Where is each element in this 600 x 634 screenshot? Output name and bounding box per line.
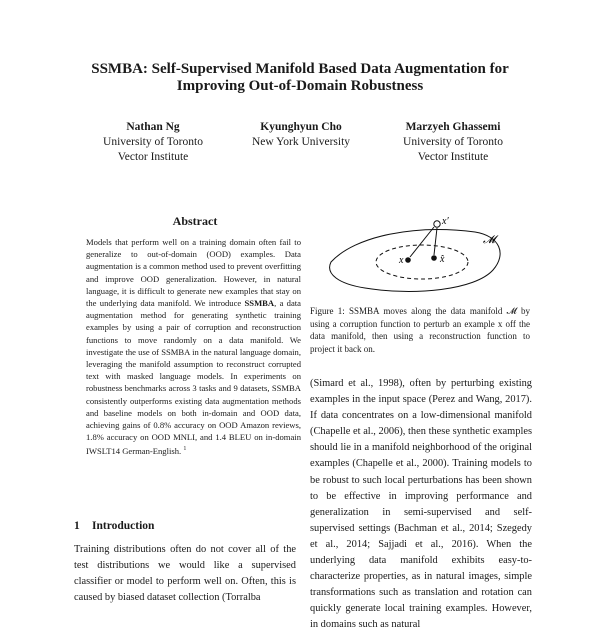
label-manifold: 𝓜 — [483, 234, 496, 246]
section-number: 1 — [74, 520, 80, 532]
method-name: SSMBA — [244, 298, 275, 309]
author-name: Kyunghyun Cho — [260, 121, 342, 133]
author-affiliation: University of Toronto — [103, 136, 203, 148]
manifold-surface — [330, 230, 500, 292]
point-x — [405, 257, 411, 263]
label-xprime: x′ — [442, 216, 449, 227]
abstract-heading: Abstract — [172, 214, 218, 228]
author-affiliation: Vector Institute — [417, 151, 489, 163]
label-x: x — [399, 255, 404, 266]
paper-title: SSMBA: Self-Supervised Manifold Based Data Augmentation for Improving Out-of-Domain Robustness — [91, 61, 509, 94]
author-block — [368, 120, 538, 165]
label-xhat: x̂ — [440, 254, 445, 265]
abstract-body — [86, 236, 301, 458]
abstract-text: , a data augmentation method for generating synthetic training examples by using a pair of corruption and reconstruction functions to move randomly on a data manifold. We investigate the use of SSMBA in the natural language domain, leveraging the manifold assumption to reconstruct corrupted text with masked language models. In experiments on robustness benchmarks across 3 tasks and 9 datasets, SSMBA consistently outperforms existing data augmentation methods and baseline models on both in-domain and OOD data, achieving gains of 0.8% accuracy on OOD Amazon reviews, 1.8% accuracy on OOD MNLI, and 1.4 BLEU on in-domain IWSLT14 German-English. — [86, 298, 301, 457]
section-heading — [74, 520, 154, 532]
corruption-arrow — [410, 227, 434, 257]
point-xprime — [434, 221, 440, 227]
point-xhat — [431, 255, 437, 261]
author-block — [216, 120, 386, 150]
body-text-right-column: (Simard et al., 1998), often by perturbing existing examples in the input space (Perez and Wang, 2017). If data concentrates on a low-dimensional manifold (Chapelle et al., 2006), then these synthetic examples should lie in a manifold neighborhood of the original examples (Chapelle et al., 2000). Training models to be robust to such local perturbations has been shown to be effective in improving performance and generalization in semi-supervised and self-supervised settings (Bachman et al., 2014; Szegedy et al., 2014; Sajjadi et al., 2016). When the underlying data manifold exhibits easy-to-characterize properties, as in natural images, simple transformations such as translation and rotation can quickly generate local training examples. However, in domains such as natural — [310, 378, 532, 631]
author-affiliation: University of Toronto — [403, 136, 503, 148]
author-name: Marzyeh Ghassemi — [405, 121, 501, 133]
reconstruction-arrow — [434, 228, 437, 255]
neighborhood-ellipse — [376, 245, 468, 279]
manifold-figure — [325, 210, 510, 300]
author-affiliation: New York University — [251, 136, 351, 148]
footnote-mark: 1 — [183, 446, 187, 453]
author-block — [68, 120, 238, 165]
abstract-text: Models that perform well on a training domain often fail to generalize to out-of-domain (OOD) examples. Data augmentation is a common method used to prevent overfitting and improve OOD generalization. However, in natural language, it is difficult to generate new examples that stay on the underlying data manifold. We introduce — [86, 237, 301, 309]
figure-caption: Figure 1: SSMBA moves along the data manifold 𝓜 by using a corruption function to perturb an example x off the data manifold, then using a reconstruction function to project it back on. — [310, 306, 530, 354]
intro-text: Training distributions often do not cover all of the test distributions we would like a supervised classifier or model to perform well on. Often, this is caused by biased dataset collection (Torralba — [74, 544, 296, 603]
author-name: Nathan Ng — [126, 121, 180, 133]
section-title: Introduction — [92, 520, 155, 532]
author-affiliation: Vector Institute — [117, 151, 189, 163]
